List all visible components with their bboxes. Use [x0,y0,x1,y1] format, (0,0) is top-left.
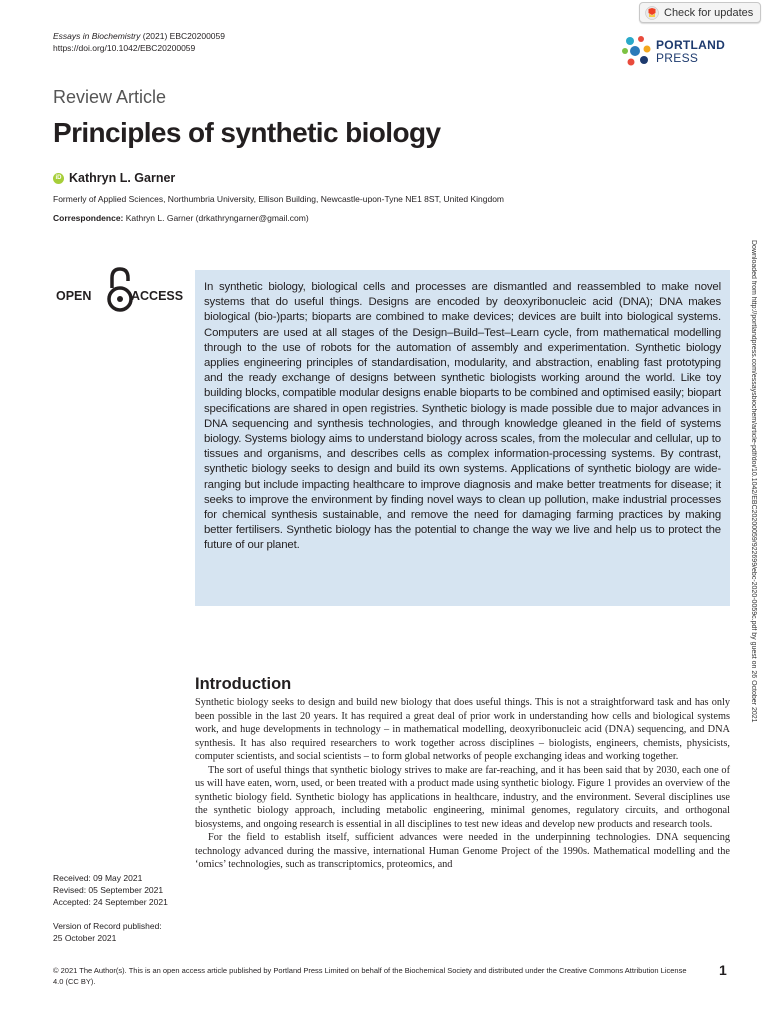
introduction-heading: Introduction [195,675,292,693]
correspondence-text: Kathryn L. Garner (drkathryngarner@gmail.com) [123,213,309,223]
open-access-access-label: ACCESS [131,289,184,303]
journal-citation [53,30,225,54]
body-paragraph: Synthetic biology seeks to design and build new biology that does useful things. This is not a straightforward task and has only been possible in the last 20 years. It has required a great deal of prior work in understanding how cells and biological systems work, and huge developments in technology – in mathematical modelling, deoxyribonucleic acid (DNA) sequencing, and DNA synthesis. It has also required researchers to work together across disciplines – biologists, engineers, chemists, physicists, computer scientists, and social scientists – to form global networks of people exchanging ideas and working together. [195,697,730,762]
article-dates [53,872,168,908]
check-for-updates-button[interactable] [639,2,761,23]
doi-link[interactable]: https://doi.org/10.1042/EBC20200059 [53,43,196,53]
vor-date: 25 October 2021 [53,933,117,943]
correspondence [53,213,309,223]
introduction-body [195,696,730,872]
crossmark-icon [645,6,659,20]
license-footer: © 2021 The Author(s). This is an open access article published by Portland Press Limited on behalf of the Biochemical Society and distributed under the Creative Commons Attribution License 4.0 (CC BY). [53,966,687,986]
article-type: Review Article [53,87,167,107]
open-access-open-label: OPEN [56,289,92,303]
body-paragraph: The sort of useful things that synthetic biology strives to make are far-reaching, and it has been said that by 2030, each one of us will have eaten, worn, used, or been treated with a product made using synthetic biology. Figure 1 provides an overview of the synthetic biology field. Synthetic biology has applications in healthcare, industry, and the environment. Several disciplines use the synthetic biology approach, including metabolic engineering, minimal genomes, regulatory circuits, and orthogonal biosystems, and ongoing research is essential in all disciplines to test new ideas and develop new products and research tools. [195,764,730,830]
journal-name: Essays in Biochemistry [53,31,141,41]
download-side-note: Downloaded from http://portlandpress.com/essaysbiochem/article-pdf/doi/10.1042/EBC20200059/922699/ebc-2020-0059c.pdf by guest on 26 October 2021 [750,240,757,723]
accepted-date: Accepted: 24 September 2021 [53,897,168,907]
orcid-icon[interactable]: iD [53,173,64,184]
publisher-name-line2: PRESS [656,51,699,65]
author-line [53,171,175,185]
check-for-updates-label: Check for updates [664,6,754,19]
publisher-name [656,39,725,65]
revised-date: Revised: 05 September 2021 [53,885,164,895]
article-title: Principles of synthetic biology [53,117,441,148]
publisher-name-line1: PORTLAND [656,38,726,52]
journal-issue: (2021) EBC20200059 [140,31,225,41]
received-date: Received: 09 May 2021 [53,873,143,883]
vor-label: Version of Record published: [53,921,162,931]
body-paragraph: For the field to establish itself, sufficient advances were needed in the underpinning technologies. DNA sequencing technology advanced during the massive, international Human Genome Project of the 1990s. Mathematical modelling and the ‘omics’ technologies, such as transcriptomics, proteomics, and [195,832,730,870]
version-of-record [53,920,162,944]
page-number: 1 [719,962,727,978]
correspondence-label: Correspondence: [53,213,124,223]
author-affiliation: Formerly of Applied Sciences, Northumbria University, Ellison Building, Newcastle-upon-Tyne NE1 8ST, United Kingdom [53,194,505,204]
author-name[interactable]: Kathryn L. Garner [69,171,176,185]
abstract-box: In synthetic biology, biological cells and processes are dismantled and reassembled to make novel systems that do useful things. Designs are encoded by deoxyribonucleic acid (DNA); DNA makes biological (bio-)parts; bioparts are combined to make devices; devices are built into biological systems. Computers are used at all stages of the Design–Build–Test–Learn cycle, from mathematical modelling through to the use of robots for the automation of assembly and experimentation. Synthetic biology applies engineering principles of standardisation, modularity, and abstraction, enabling fast prototyping and the ready exchange of designs between synthetic biologists working around the world. Like toy building blocks, compatible modular designs enable bioparts to be combined and optimised easily; biopart specifications are shared in open registries. Synthetic biology is made possible due to major advances in DNA sequencing and synthesis technologies, and through knowledge gleaned in the field of systems biology. Systems biology aims to understand biology across scales, from the molecular and cellular, up to tissues and organisms, and describes cells as complex information-processing systems. By contrast, synthetic biology seeks to design and build its own systems. Applications of synthetic biology are wide-ranging but include impacting healthcare to improve diagnosis and make better treatments for disease; it seeks to improve the environment by finding novel ways to clean up pollution, make industrial processes for chemical synthesis sustainable, and remove the need for damaging farming practices by making better fertilisers. Synthetic biology has the potential to change the way we live and help us to protect the future of our planet. [195,270,730,606]
